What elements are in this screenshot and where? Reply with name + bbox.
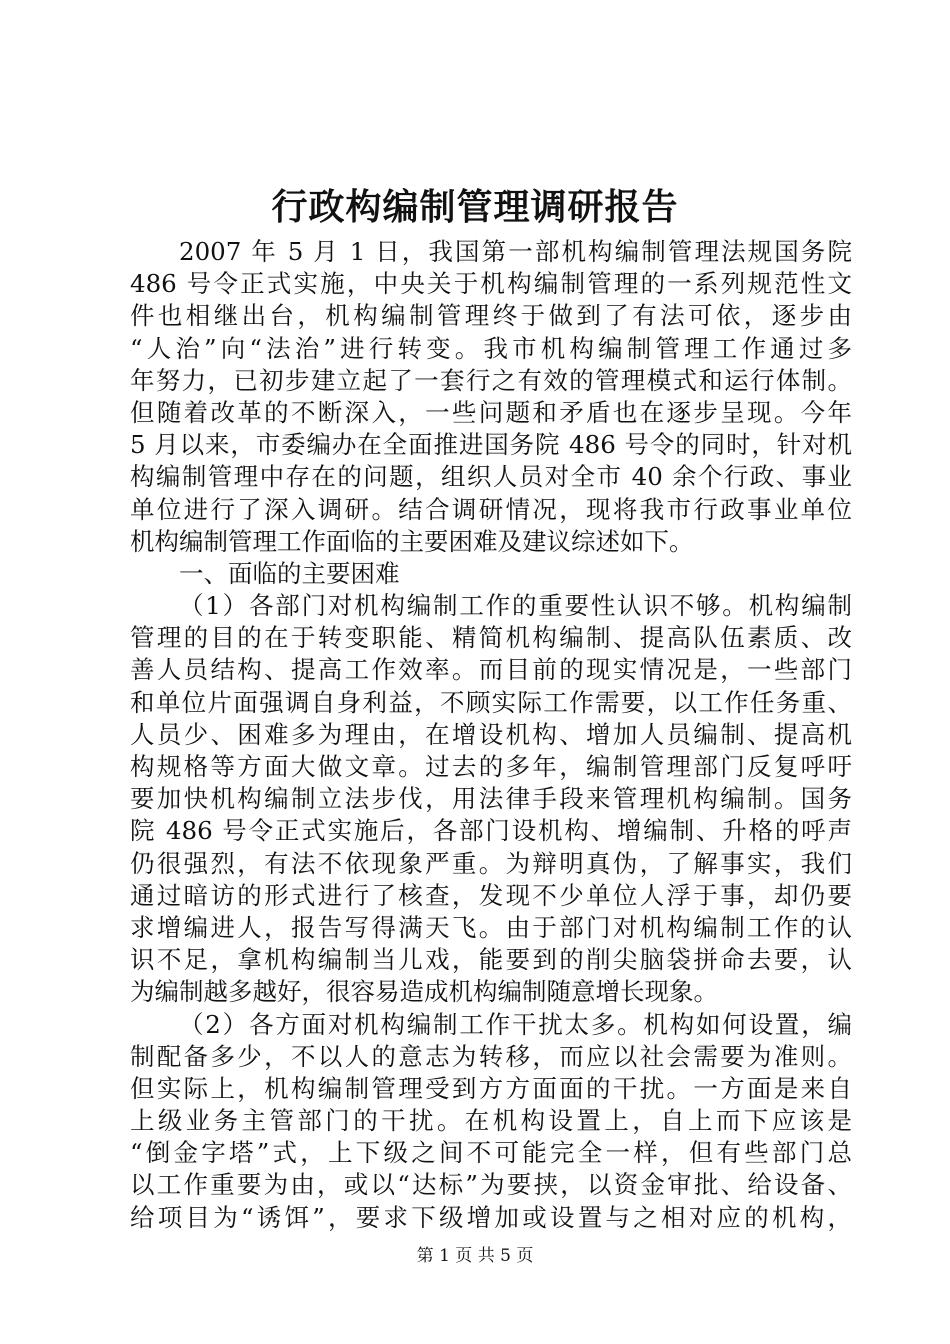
body-line: 制配备多少，不以人的意志为转移，而应以社会需要为准则。: [130, 1041, 852, 1071]
body-line: 构规格等方面大做文章。过去的多年，编制管理部门反复呼吁: [130, 752, 852, 781]
body-line: 人员少、困难多为理由，在增设机构、增加人员编制、提高机: [130, 719, 852, 749]
body-line: 善人员结构、提高工作效率。而目前的现实情况是，一些部门: [130, 655, 852, 685]
body-line: 给项目为“诱饵”，要求下级增加或设置与之相对应的机构，: [130, 1202, 852, 1232]
body-line: 通过暗访的形式进行了核查，发现不少单位人浮于事，却仍要: [130, 880, 852, 910]
body-line: 构编制管理中存在的问题，组织人员对全市 40 余个行政、事业: [130, 462, 852, 492]
body-line: 2007 年 5 月 1 日，我国第一部机构编制管理法规国务院: [179, 237, 852, 266]
body-line: （1）各部门对机构编制工作的重要性认识不够。机构编制: [179, 591, 852, 621]
body-line: 以工作重要为由，或以“达标”为要挟，以资金审批、给设备、: [130, 1170, 852, 1200]
document-title: 行政构编制管理调研报告: [271, 186, 679, 228]
body-line: （2）各方面对机构编制工作干扰太多。机构如何设置，编: [179, 1009, 852, 1039]
document-body: [130, 236, 852, 1234]
body-line: “人治”向“法治”进行转变。我市机构编制管理工作通过多: [130, 333, 852, 363]
body-line: 求增编进人，报告写得满天飞。由于部门对机构编制工作的认: [130, 912, 852, 942]
body-line: 件也相继出台，机构编制管理终于做到了有法可依，逐步由: [130, 301, 852, 331]
body-line: 单位进行了深入调研。结合调研情况，现将我市行政事业单位: [130, 494, 852, 524]
body-line: 上级业务主管部门的干扰。在机构设置上，自上而下应该是: [130, 1106, 852, 1136]
body-line: 识不足，拿机构编制当儿戏，能要到的削尖脑袋拼命去要，认: [130, 945, 852, 975]
page-number: 第 1 页 共 5 页: [416, 1246, 534, 1266]
body-line: 机构编制管理工作面临的主要困难及建议综述如下。: [130, 526, 694, 556]
body-line: 院 486 号令正式实施后，各部门设机构、增编制、升格的呼声: [130, 816, 852, 846]
body-line: 仍很强烈，有法不依现象严重。为辩明真伪，了解事实，我们: [130, 848, 852, 878]
body-line: 但实际上，机构编制管理受到方方面面的干扰。一方面是来自: [130, 1073, 852, 1103]
body-line: 但随着改革的不断深入，一些问题和矛盾也在逐步呈现。今年: [130, 397, 852, 427]
body-line: 管理的目的在于转变职能、精简机构编制、提高队伍素质、改: [130, 623, 852, 653]
body-line: 5 月以来，市委编办在全面推进国务院 486 号令的同时，针对机: [130, 430, 852, 460]
section-heading: 一、面临的主要困难: [179, 558, 400, 588]
body-line: 和单位片面强调自身利益，不顾实际工作需要，以工作任务重、: [130, 687, 852, 717]
body-line: 年努力，已初步建立起了一套行之有效的管理模式和运行体制。: [130, 365, 852, 395]
body-line: 要加快机构编制立法步伐，用法律手段来管理机构编制。国务: [130, 784, 852, 814]
body-line: “倒金字塔”式，上下级之间不可能完全一样，但有些部门总: [130, 1138, 852, 1168]
body-line: 486 号令正式实施，中央关于机构编制管理的一系列规范性文: [130, 269, 852, 299]
body-line: 为编制越多越好，很容易造成机构编制随意增长现象。: [130, 977, 718, 1007]
